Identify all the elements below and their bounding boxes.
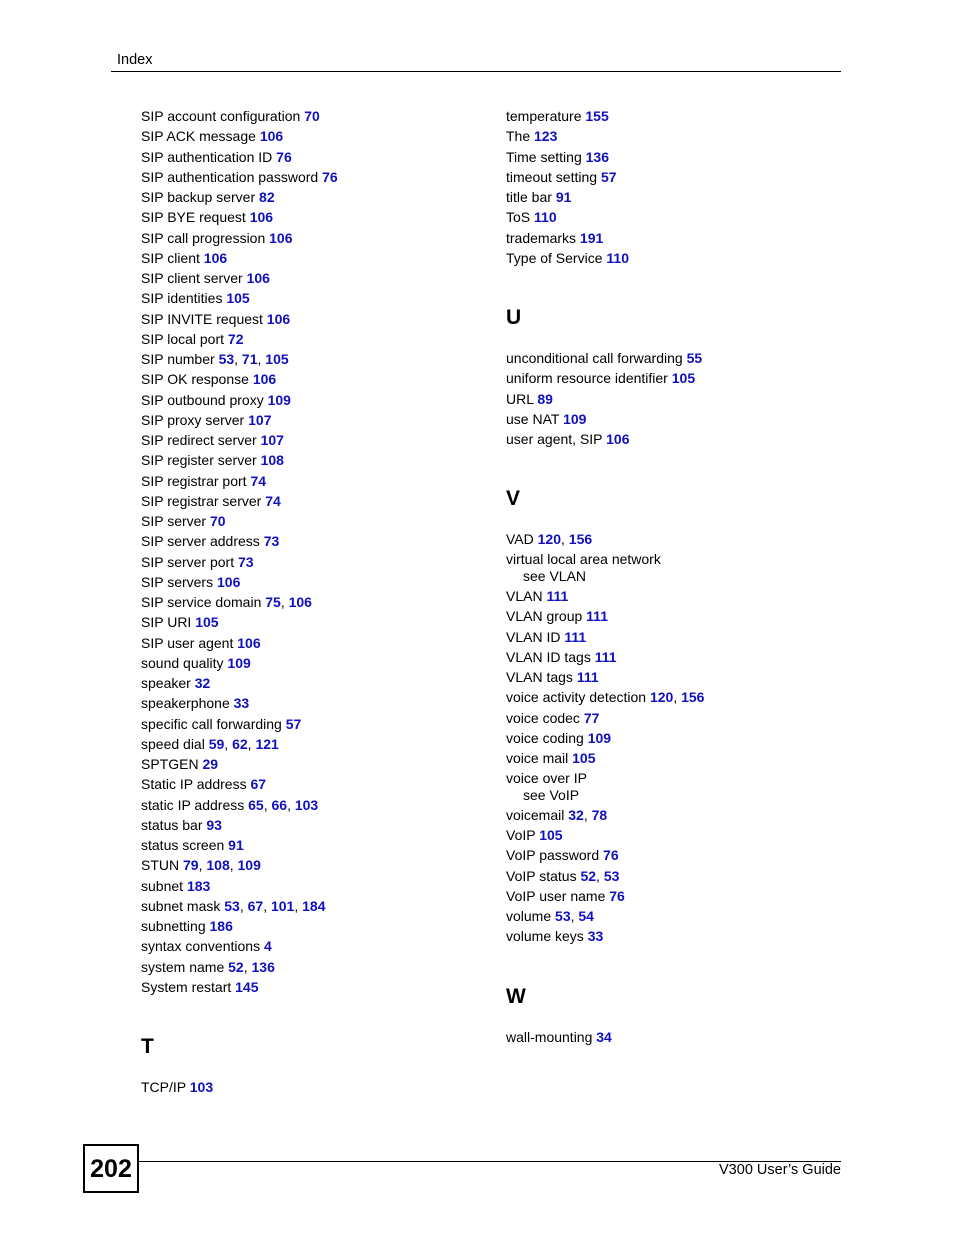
index-column-right <box>506 106 846 1047</box>
ref-separator: , <box>570 908 579 924</box>
footer-guide-title: V300 User’s Guide <box>719 1162 841 1178</box>
page-reference-link[interactable]: 53 <box>555 908 571 924</box>
page-reference-link[interactable]: 74 <box>250 472 267 489</box>
index-entry <box>506 147 846 167</box>
index-term: VLAN ID tags <box>506 648 591 665</box>
index-entry <box>141 977 481 997</box>
index-entry <box>141 572 481 592</box>
page-reference-link[interactable]: 91 <box>555 189 572 205</box>
index-entry <box>141 855 481 875</box>
index-term: user agent, SIP <box>506 431 603 447</box>
index-term: SIP server port <box>141 553 235 570</box>
index-term: SIP client <box>141 249 200 266</box>
index-term: speakerphone <box>141 695 230 712</box>
page-reference-link[interactable]: 186 <box>209 918 233 934</box>
index-term: VAD <box>506 531 534 548</box>
index-entry <box>506 667 846 687</box>
index-term: syntax conventions <box>141 938 261 955</box>
ref-separator: , <box>229 857 238 874</box>
index-term: SIP user agent <box>141 634 234 651</box>
index-term: Static IP address <box>141 776 247 793</box>
page-reference-link[interactable]: 105 <box>671 370 696 387</box>
page-reference-link[interactable]: 73 <box>263 533 280 550</box>
index-entry <box>141 734 481 754</box>
index-entry <box>506 825 846 845</box>
page-reference-link[interactable]: 109 <box>267 391 291 408</box>
page-reference-link[interactable]: 156 <box>568 531 593 548</box>
page-reference-link[interactable]: 76 <box>276 148 292 165</box>
index-term: SIP authentication password <box>141 168 319 185</box>
index-term: SIP service domain <box>141 594 262 610</box>
page-reference-link[interactable]: 78 <box>591 806 608 823</box>
page-reference-link[interactable]: 145 <box>235 978 259 995</box>
index-term: VoIP password <box>506 847 600 864</box>
page-reference-link[interactable]: 33 <box>233 695 250 712</box>
page-reference-link[interactable]: 79 <box>183 857 199 874</box>
index-entry <box>141 187 481 207</box>
page-reference-link[interactable]: 101 <box>270 897 295 914</box>
index-entry <box>506 228 846 248</box>
index-term: title bar <box>506 189 552 205</box>
ref-separator: , <box>243 958 252 975</box>
index-entry <box>141 693 481 713</box>
index-entry <box>506 805 846 825</box>
page-reference-link[interactable]: 184 <box>302 897 326 914</box>
page-reference-link[interactable]: 89 <box>537 390 553 407</box>
index-entry <box>506 647 846 667</box>
page-reference-link[interactable]: 67 <box>250 776 267 793</box>
index-entry <box>141 592 481 612</box>
index-entry <box>506 106 846 126</box>
index-term: TCP/IP <box>141 1079 186 1095</box>
ref-separator: , <box>294 897 303 914</box>
index-term: SIP OK response <box>141 371 249 388</box>
index-entry <box>506 429 846 449</box>
page-reference-link[interactable]: 105 <box>539 827 563 843</box>
header-rule <box>111 71 841 72</box>
section-gap <box>141 1059 481 1077</box>
page-reference-link[interactable]: 155 <box>585 108 609 124</box>
ref-separator: , <box>239 897 248 914</box>
index-entry <box>506 606 846 626</box>
page-reference-link[interactable]: 123 <box>534 128 558 145</box>
index-entry <box>141 612 481 632</box>
page-reference-link[interactable]: 120 <box>649 689 674 706</box>
page-reference-link[interactable]: 71 <box>241 351 258 367</box>
index-term: Type of Service <box>506 249 603 266</box>
index-term: VoIP status <box>506 867 577 884</box>
index-entry <box>141 248 481 268</box>
index-column-left <box>141 106 481 1097</box>
page-reference-link[interactable]: 111 <box>546 588 569 604</box>
index-entry <box>141 1077 481 1097</box>
index-entry <box>506 167 846 187</box>
index-term: STUN <box>141 857 180 874</box>
index-entry <box>506 248 846 268</box>
index-entry <box>506 906 846 926</box>
page-reference-link[interactable]: 136 <box>251 958 275 975</box>
page-reference-link[interactable]: 52 <box>228 958 244 975</box>
index-entry <box>141 936 481 956</box>
page-reference-link[interactable]: 82 <box>259 189 275 205</box>
page-reference-link[interactable]: 106 <box>246 270 270 286</box>
index-entry <box>506 207 846 227</box>
index-entry <box>506 886 846 906</box>
index-entry <box>506 348 846 368</box>
section-heading: T <box>141 1035 154 1058</box>
page-reference-link[interactable]: 106 <box>259 128 284 145</box>
see-reference: see VoIP <box>523 786 580 803</box>
index-entry <box>506 529 846 549</box>
index-entry <box>141 511 481 531</box>
page-reference-link[interactable]: 108 <box>206 857 230 874</box>
section-gap <box>506 511 846 529</box>
index-entry <box>141 228 481 248</box>
page-reference-link[interactable]: 156 <box>681 689 705 706</box>
index-entry <box>506 728 846 748</box>
page-reference-link[interactable]: 77 <box>583 709 600 726</box>
section-gap <box>506 449 846 487</box>
index-term: SIP register server <box>141 452 257 469</box>
index-entry <box>506 409 846 429</box>
page-reference-link[interactable]: 103 <box>294 796 319 813</box>
ref-separator: , <box>673 689 682 706</box>
page-reference-link[interactable]: 106 <box>249 209 274 226</box>
page-reference-link[interactable]: 105 <box>265 351 289 367</box>
page-reference-link[interactable]: 106 <box>288 594 312 610</box>
page-reference-link[interactable]: 57 <box>285 715 302 732</box>
ref-separator: , <box>561 531 569 548</box>
page-reference-link[interactable]: 110 <box>606 249 629 266</box>
index-term: wall-mounting <box>506 1028 593 1045</box>
ref-separator: , <box>234 351 242 367</box>
page-reference-link[interactable]: 33 <box>587 928 604 945</box>
index-entry <box>141 126 481 146</box>
index-entry <box>506 187 846 207</box>
page-reference-link[interactable]: 72 <box>227 330 244 347</box>
index-entry <box>506 845 846 865</box>
page-reference-link[interactable]: 105 <box>195 614 219 631</box>
index-term: SIP URI <box>141 614 192 631</box>
header-title: Index <box>117 52 153 68</box>
index-entry <box>506 708 846 728</box>
page-reference-link[interactable]: 32 <box>194 675 211 691</box>
section-gap <box>141 997 481 1035</box>
index-entry <box>141 896 481 916</box>
index-entry <box>141 633 481 653</box>
index-entry <box>141 795 481 815</box>
index-term: SIP client server <box>141 270 243 286</box>
index-entry <box>141 916 481 936</box>
index-entry <box>141 815 481 835</box>
section-gap <box>506 330 846 348</box>
index-term: SIP BYE request <box>141 209 246 226</box>
page-reference-link[interactable]: 106 <box>203 249 228 266</box>
index-term: SIP registrar port <box>141 472 247 489</box>
index-entry <box>141 491 481 511</box>
index-entry <box>506 551 846 585</box>
ref-separator: , <box>287 796 295 813</box>
see-reference: see VLAN <box>523 568 587 584</box>
index-entry <box>506 368 846 388</box>
page-reference-link[interactable]: 70 <box>304 108 320 124</box>
index-term: VLAN tags <box>506 669 573 685</box>
page-reference-link[interactable]: 191 <box>579 229 604 246</box>
index-term: voice codec <box>506 709 580 726</box>
index-term: SIP server address <box>141 533 260 550</box>
index-term: VLAN ID <box>506 628 561 645</box>
page-reference-link[interactable]: 66 <box>271 796 288 813</box>
page-reference-link[interactable]: 103 <box>189 1079 214 1095</box>
index-term: speed dial <box>141 735 205 752</box>
page-reference-link[interactable]: 76 <box>603 847 619 864</box>
page-reference-link[interactable]: 53 <box>224 897 240 914</box>
index-entry <box>141 531 481 551</box>
page-reference-link[interactable]: 136 <box>585 148 609 165</box>
page-reference-link[interactable]: 67 <box>247 897 264 914</box>
index-entry <box>506 926 846 946</box>
index-term: speaker <box>141 675 191 691</box>
index-entry <box>141 268 481 288</box>
index-term: volume keys <box>506 928 584 945</box>
index-entry <box>141 329 481 349</box>
index-entry <box>141 369 481 389</box>
page-reference-link[interactable]: 76 <box>609 887 625 904</box>
index-term: SIP identities <box>141 290 223 307</box>
index-entry <box>141 673 481 693</box>
index-entry <box>141 207 481 227</box>
index-entry <box>506 586 846 606</box>
index-term: SPTGEN <box>141 756 199 772</box>
index-entry <box>141 957 481 977</box>
page-reference-link[interactable]: 76 <box>322 168 338 185</box>
index-entry <box>141 754 481 774</box>
index-entry <box>141 288 481 308</box>
index-term: SIP number <box>141 351 215 367</box>
section-gap <box>506 947 846 985</box>
ref-separator: , <box>257 351 266 367</box>
index-entry <box>506 627 846 647</box>
page-reference-link[interactable]: 54 <box>578 908 594 924</box>
index-term: VoIP user name <box>506 887 606 904</box>
section-heading: U <box>506 306 522 329</box>
index-term: VLAN <box>506 588 543 604</box>
page-reference-link[interactable]: 111 <box>586 608 608 625</box>
page-reference-link[interactable]: 73 <box>238 553 254 570</box>
index-term: The <box>506 128 531 145</box>
index-term: System restart <box>141 978 232 995</box>
page-reference-link[interactable]: 32 <box>568 806 584 823</box>
index-term: voice mail <box>506 750 569 766</box>
section-heading: V <box>506 487 521 511</box>
index-term: SIP redirect server <box>141 432 257 448</box>
page-reference-link[interactable]: 107 <box>248 411 272 428</box>
index-term: SIP outbound proxy <box>141 391 264 408</box>
index-term: subnetting <box>141 918 206 934</box>
index-entry <box>141 774 481 794</box>
page-reference-link[interactable]: 53 <box>218 351 235 367</box>
index-entry <box>506 1027 846 1047</box>
page-reference-link[interactable]: 109 <box>587 729 612 746</box>
page-reference-link[interactable]: 52 <box>580 867 597 884</box>
index-entry <box>506 748 846 768</box>
page-reference-link[interactable]: 106 <box>606 431 630 447</box>
index-entry <box>506 389 846 409</box>
index-entry <box>141 147 481 167</box>
ref-separator: , <box>263 796 272 813</box>
index-term: status screen <box>141 837 225 853</box>
index-entry <box>506 687 846 707</box>
index-term: status bar <box>141 816 203 833</box>
index-term: SIP registrar server <box>141 492 262 509</box>
index-entry <box>141 653 481 673</box>
index-entry <box>141 410 481 430</box>
page-reference-link[interactable]: 105 <box>572 750 596 766</box>
page-reference-link[interactable]: 55 <box>686 350 703 366</box>
page-reference-link[interactable]: 106 <box>237 634 261 651</box>
index-term: timeout setting <box>506 168 598 185</box>
index-term: virtual local area network <box>506 551 661 567</box>
section-gap <box>506 1009 846 1027</box>
index-entry <box>141 876 481 896</box>
index-entry <box>141 106 481 126</box>
page-number: 202 <box>83 1144 139 1193</box>
index-term: SIP call progression <box>141 229 266 246</box>
index-term: Time setting <box>506 148 582 165</box>
index-term: subnet mask <box>141 897 221 914</box>
index-term: voicemail <box>506 806 565 823</box>
index-term: SIP proxy server <box>141 411 245 428</box>
index-term: trademarks <box>506 229 577 246</box>
page-reference-link[interactable]: 106 <box>266 310 291 327</box>
index-entry <box>141 349 481 369</box>
page-reference-link[interactable]: 183 <box>186 877 211 894</box>
index-entry <box>506 126 846 146</box>
page-reference-link[interactable]: 62 <box>232 735 248 752</box>
index-term: SIP backup server <box>141 189 256 205</box>
page-reference-link[interactable]: 70 <box>210 513 226 529</box>
page-reference-link[interactable]: 109 <box>563 410 587 427</box>
page-reference-link[interactable]: 57 <box>600 168 617 185</box>
page-reference-link[interactable]: 91 <box>228 837 244 853</box>
index-entry <box>141 390 481 410</box>
index-term: SIP INVITE request <box>141 310 263 327</box>
ref-separator: , <box>224 735 233 752</box>
page-reference-link[interactable]: 120 <box>537 531 561 548</box>
index-term: volume <box>506 908 552 924</box>
page-reference-link[interactable]: 4 <box>263 938 272 955</box>
index-term: ToS <box>506 209 531 226</box>
page-reference-link[interactable]: 106 <box>252 371 277 388</box>
index-term: VoIP <box>506 827 536 843</box>
index-term: subnet <box>141 877 184 894</box>
page-reference-link[interactable]: 65 <box>248 796 264 813</box>
page-reference-link[interactable]: 106 <box>217 573 241 590</box>
page-reference-link[interactable]: 29 <box>202 756 219 772</box>
page-reference-link[interactable]: 111 <box>576 669 599 685</box>
index-entry <box>506 866 846 886</box>
index-term: uniform resource identifier <box>506 370 668 387</box>
index-term: SIP account configuration <box>141 108 301 124</box>
index-entry <box>141 471 481 491</box>
index-entry <box>141 835 481 855</box>
index-term: voice over IP <box>506 769 587 786</box>
ref-separator: , <box>583 806 592 823</box>
index-entry <box>506 770 846 804</box>
ref-separator: , <box>198 857 207 874</box>
ref-separator: , <box>263 897 271 914</box>
section-heading: W <box>506 984 526 1008</box>
page-reference-link[interactable]: 107 <box>260 432 284 448</box>
page-reference-link[interactable]: 34 <box>596 1028 612 1045</box>
page-reference-link[interactable]: 105 <box>226 290 250 307</box>
page-reference-link[interactable]: 109 <box>227 654 251 671</box>
index-entry <box>141 167 481 187</box>
index-term: SIP servers <box>141 573 214 590</box>
index-entry <box>141 552 481 572</box>
page-reference-link[interactable]: 74 <box>265 492 281 509</box>
index-term: use NAT <box>506 410 560 427</box>
index-term: URL <box>506 390 534 407</box>
index-term: VLAN group <box>506 608 583 625</box>
index-term: specific call forwarding <box>141 715 282 732</box>
index-term: static IP address <box>141 796 245 813</box>
page-reference-link[interactable]: 111 <box>594 648 617 665</box>
index-term: SIP local port <box>141 330 225 347</box>
page-reference-link[interactable]: 53 <box>603 867 620 884</box>
index-entry <box>141 309 481 329</box>
ref-separator: , <box>247 735 256 752</box>
page-reference-link[interactable]: 109 <box>237 857 261 874</box>
index-term: SIP authentication ID <box>141 148 273 165</box>
page-reference-link[interactable]: 93 <box>206 816 222 833</box>
index-term: SIP ACK message <box>141 128 256 145</box>
index-term: unconditional call forwarding <box>506 350 683 366</box>
index-entry <box>141 714 481 734</box>
index-entry <box>141 430 481 450</box>
index-term: system name <box>141 958 225 975</box>
ref-separator: , <box>280 594 289 610</box>
index-term: temperature <box>506 108 582 124</box>
ref-separator: , <box>596 867 604 884</box>
index-term: sound quality <box>141 654 224 671</box>
page-reference-link[interactable]: 108 <box>260 452 284 469</box>
page-reference-link[interactable]: 121 <box>255 735 279 752</box>
index-entry <box>141 450 481 470</box>
page-reference-link[interactable]: 59 <box>208 735 225 752</box>
page-reference-link[interactable]: 110 <box>534 209 557 226</box>
page-reference-link[interactable]: 111 <box>564 628 587 645</box>
index-term: voice coding <box>506 729 584 746</box>
page-reference-link[interactable]: 75 <box>265 594 281 610</box>
index-term: SIP server <box>141 513 207 529</box>
index-term: voice activity detection <box>506 689 647 706</box>
page-reference-link[interactable]: 106 <box>269 229 293 246</box>
section-gap <box>506 268 846 306</box>
